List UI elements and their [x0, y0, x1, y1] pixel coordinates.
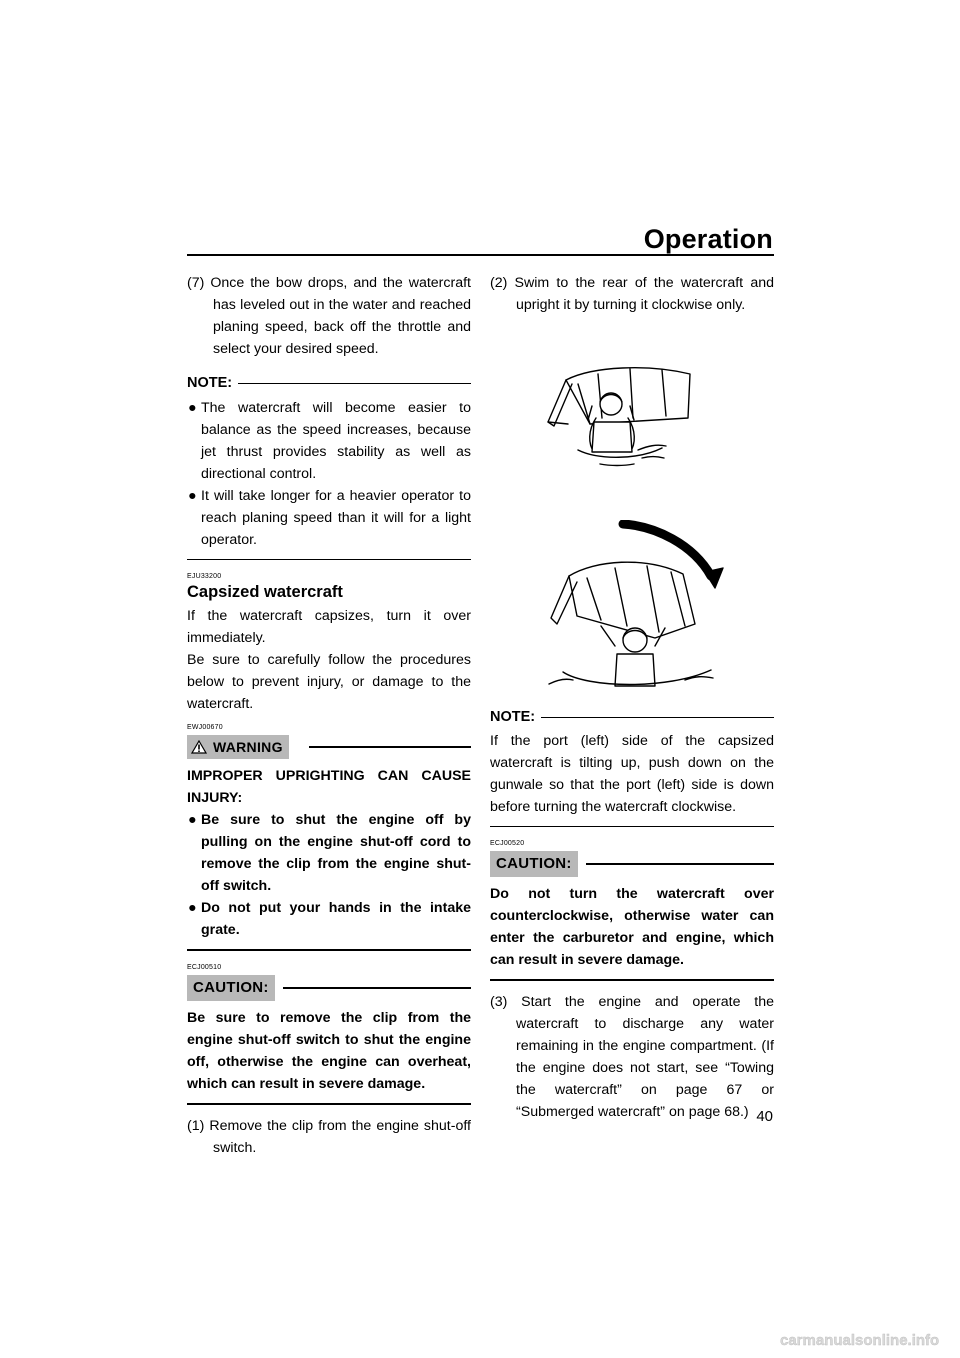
- warning-header: [187, 735, 471, 759]
- caution-badge: CAUTION:: [490, 851, 578, 877]
- paragraph: Be sure to carefully follow the procedures below to prevent injury, or damage to the watercraft.: [187, 652, 471, 712]
- note-end-rule: [490, 826, 774, 827]
- bullet-icon: ●: [188, 900, 197, 916]
- paragraph: If the watercraft capsizes, turn it over immediately.: [187, 608, 471, 646]
- warning-label: WARNING: [213, 739, 283, 755]
- caution-rule: [586, 863, 774, 865]
- caution-code: ECJ00520: [490, 840, 525, 847]
- bullet-icon: ●: [188, 812, 197, 828]
- note-end-rule: [187, 559, 471, 560]
- warning-triangle-icon: [191, 740, 207, 754]
- warning-code: EWJ00670: [187, 724, 223, 731]
- header-rule: [187, 254, 774, 256]
- warning-end-rule: [187, 949, 471, 951]
- note-rule: [541, 717, 774, 718]
- section-title: Capsized watercraft: [187, 583, 343, 601]
- right-column-lower: [490, 706, 774, 1123]
- caution-rule: [283, 987, 471, 989]
- page-number: 40: [756, 1108, 773, 1125]
- svg-text:carmanualsonline.info: carmanualsonline.info: [780, 1332, 940, 1349]
- caution-code: ECJ00510: [187, 964, 222, 971]
- caution-text: Be sure to remove the clip from the engine shut-off switch to shut the engine off, otherwise the engine can overheat, which can result in severe damage.: [187, 1010, 471, 1092]
- right-column: [490, 272, 774, 316]
- capsized-watercraft-illustration: [538, 360, 706, 472]
- left-column: [187, 272, 471, 1159]
- warning-bullet: ● Do not put your hands in the intake grate.: [187, 897, 471, 941]
- note-text: If the port (left) side of the capsized watercraft is tilting up, push down on the gunwale so that the port (left) side is down before turning the watercraft clockwise.: [490, 733, 774, 815]
- note-header: [490, 706, 774, 728]
- caution-badge: CAUTION:: [187, 975, 275, 1001]
- caution-header: [187, 975, 471, 1001]
- bullet-icon: ●: [188, 488, 197, 504]
- step-7: (7) Once the bow drops, and the watercraft has leveled out in the water and reached planing speed, back off the throttle and select your desired speed.: [187, 275, 471, 357]
- bullet-icon: ●: [188, 400, 197, 416]
- watermark-logo: [780, 1330, 950, 1350]
- uprighting-watercraft-illustration: [535, 520, 725, 692]
- note-label: NOTE:: [187, 375, 233, 391]
- caution-end-rule: [490, 979, 774, 981]
- note-bullet: ● The watercraft will become easier to balance as the speed increases, because jet thrust provides stability as well as directional control.: [187, 397, 471, 485]
- section-code: EJU33200: [187, 573, 222, 580]
- caution-text: Do not turn the watercraft over counterclockwise, otherwise water can enter the carburetor and engine, which can result in severe damage.: [490, 886, 774, 968]
- note-bullet: ● It will take longer for a heavier operator to reach planing speed than it will for a light operator.: [187, 485, 471, 551]
- step-3: (3) Start the engine and operate the watercraft to discharge any water remaining in the engine compartment. (If the engine does not start, see “Towing the watercraft” on page 67 or “Submerged watercraft” on page 68.): [490, 994, 774, 1120]
- note-rule: [238, 383, 471, 384]
- caution-header: [490, 851, 774, 877]
- note-header: [187, 372, 471, 394]
- step-1: (1) Remove the clip from the engine shut-off switch.: [187, 1118, 471, 1156]
- warning-rule: [309, 746, 471, 748]
- caution-end-rule: [187, 1103, 471, 1105]
- note-label: NOTE:: [490, 709, 536, 725]
- step-2: (2) Swim to the rear of the watercraft and upright it by turning it clockwise only.: [490, 275, 774, 313]
- page-title: Operation: [643, 224, 773, 254]
- warning-badge: [187, 735, 289, 759]
- warning-bullet: ● Be sure to shut the engine off by pulling on the engine shut-off cord to remove the clip from the engine shut-off switch.: [187, 809, 471, 897]
- warning-title: IMPROPER UPRIGHTING CAN CAUSE INJURY:: [187, 768, 471, 806]
